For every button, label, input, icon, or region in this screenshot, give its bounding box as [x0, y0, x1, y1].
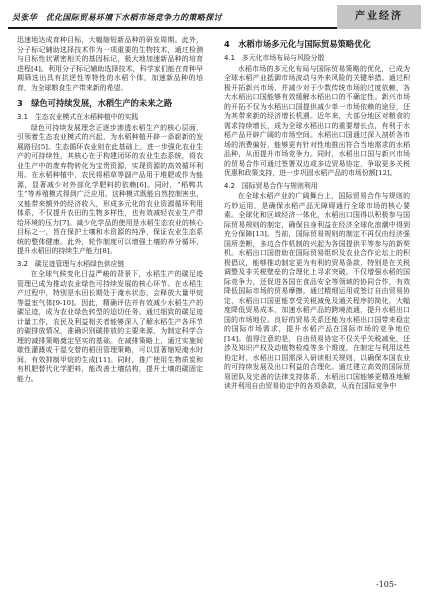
paragraph: 绿色可持续发展理念正逐步渗透水稻生产的核心层面，引领着生态农业模式的兴起，为水稻种植开辟一条崭新的发展路径[5]。生态循环农业则在此基础上，进一步强化农业生产的可持续性，其核心在于构建闭环的农业生态系统，将农业生产中的废弃物转化为宝贵资源，实现资源的高效循环利用。在水稻种植中，农民将稻草等副产品用于堆肥或作为能源，显著减少对外部化学肥料的依赖[6]。同时，“稻鸭共生”等养殖模式得到广泛应用。这种模式既能自然控制害虫，又能带来额外的经济收入，形成多元化的农业资源循环利用体系，不仅提升农田的生物多样性，也有效减轻农业生产带给环境的压力[7]。减少化学品的使用是水稻生态农业的核心目标之一，旨在保护土壤和水资源的纯净，保证农业生态系统的整体健康。此外，轮作制度可以增强土壤的养分循环，提升水稻田的持续生产能力[8]。 — [17, 123, 203, 255]
running-title: 吴张华 优化国际贸易环境下水稻市场竞争力的策略探讨 — [8, 9, 337, 29]
paragraph: 水稻市场的多元化布局与国际贸易策略的优化，已成为全球水稻产业抵御市场波动与外来风险的关键举措。通过积极开拓新兴市场，并减少对于少数传统市场的过度依赖，各大水稻出口国能够有效缓解水稻出口的不确定性。新兴市场的开拓不仅为水稻出口国提供减少单一市场依赖的途径，还为其带来新的经济增长机遇。近年来，大部分地区对粮食的需求持续增长，成为全球水稻出口的重要增长点，有利于水稻产品开辟广阔的市场空间。水稻出口国通过深入剖析各市场的消费偏好，能够更有针对性地推出符合当地需求的水稻品种，从而提升市场竞争力。同时，水稻出口国与新兴市场的贸易合作可通过签署双边或多边贸易协定，争取更多关税优惠和政策支持，进一步巩固水稻产品的市场份额[12]。 — [224, 64, 410, 177]
section-heading: 3 绿色可持续发展，水稻生产的未来之路 — [17, 98, 173, 108]
paragraph: 在全球水稻产业的广阔舞台上，国际贸易合作与规则的巧妙运用，是确保水稻产品无障碍通行全球市场的核心要素。全球化和区域经济一体化，水稻出口国得以积极参与国际贸易规则的制定，确保自身利益在经济全球化浪潮中得到充分保障[13]。当前，国际贸易规则的制定不再仅由经济强国所垄断，多边合作机制的兴起为各国提供平等参与的新契机。水稻出口国借助在国际贸易组织及农业合作论坛上的积极倡议，能够推动制定更为有利的贸易条款，特别是在关税调整及非关税壁垒的合理化上寻求突破，不仅增强水稻的国际竞争力，还促进各国在食品安全等领域的协同合作，有效降低国际市场的贸易摩擦。通过精细运用或签订自由贸易协定，水稻出口国更能享受关税减免及通关程序的简化，大幅度降低贸易成本，加速水稻产品的跨境流通，提升水稻出口国的市场地位。良好的贸易关系还能为水稻出口国带来稳定的国际市场需求，提升水稻产品在国际市场的竞争地位[14]。值得注意的是，自由贸易协定不仅关乎关税减免，还涉及知识产权及动植物检疫等多个维度，在制定与利用这些协定时，水稻出口国需深入研读相关规则，以确保本国农业的可持续发展及出口利益的合理化。通过建立高效的国际贸易团队及完善的法律支持体系，水稻出口国能够更精准地解读并利用自由贸易协定中的各项条款，从而在国际竞争中 — [224, 192, 410, 390]
section-heading: 4 水稻市场多元化与国际贸易策略优化 — [224, 39, 371, 49]
right-column — [224, 36, 410, 566]
left-column — [17, 36, 203, 566]
paragraph: 在全球气候变化日益严峻的背景下，水稻生产的碳足迹管理已成为推动农业绿色可持续发展的核心环节。在水稻生产过程中，特别是水田长期处于淹水状态，会释放大量甲烷等温室气体[9-10]。因此，精确评估并有效减少水稻生产的碳足迹，成为农业绿色转型的迫切任务。通过细致的碳足迹计量工作，农民及利益相关者能够深入了解水稻生产各环节的碳排放情况，准确识别碳排放的主要来源，为制定科学合理的减排策略奠定坚实的基础。在减排策略上，通过实施间歇性灌溉或干湿交替的稻田管理策略，可以显著缩短淹水时间，有效抑制甲烷的生成[11]。同时，推广使用生物质炭和有机肥替代化学肥料，能改善土壤结构，提升土壤的碳固定能力。 — [17, 270, 203, 383]
subsection-heading: 4.2 国际贸易合作与规则利用 — [224, 181, 318, 190]
page-number: -105- — [376, 580, 397, 589]
section-tag: 产业经济 — [337, 5, 421, 29]
subsection-heading: 3.1 生态农业模式在水稻种植中的实践 — [17, 113, 139, 121]
running-header — [8, 0, 421, 29]
paragraph: 迅速地达成育种目标，大幅缩短新品种的研发周期。此外，分子标记辅助选择技术作为一项重要的生物技术，通过检测与目标性状紧密相关的基因标记，极大地加速新品种的培育进程[4]。利用分子标记辅助选择技术，科学家们能在育种早期筛选出具有抗逆性等特性的水稻个体，加速新品种的培育，为全球粮食生产带来新的希望。 — [17, 36, 203, 92]
subsection-heading: 3.2 碳足迹管理与水稻绿色供应链 — [17, 259, 125, 268]
subsection-heading: 4.1 多元化市场布局与风险分散 — [224, 54, 325, 62]
